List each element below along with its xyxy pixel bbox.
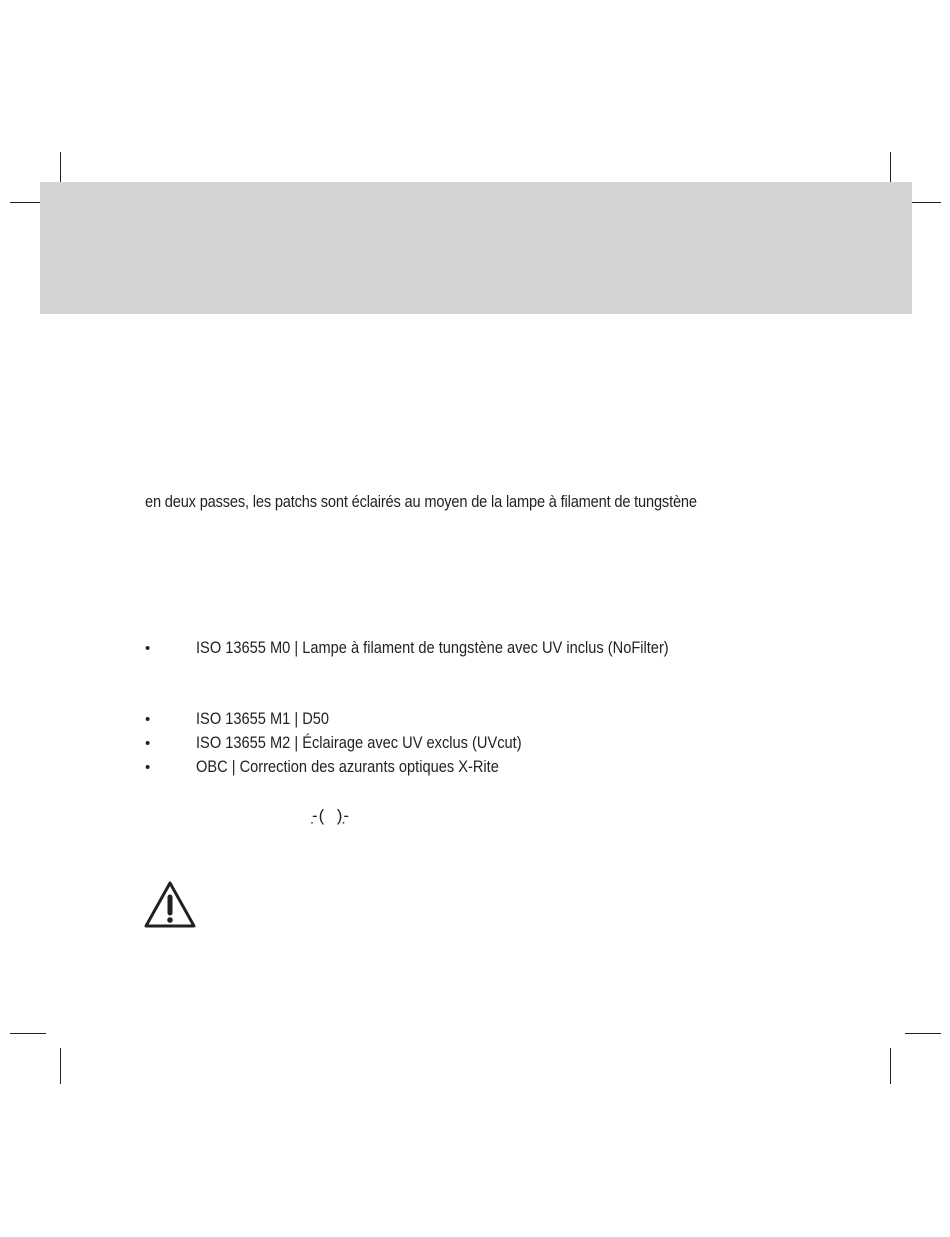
list-item: ISO 13655 M0 | Lampe à filament de tungstène avec UV inclus (NoFilter) [196, 638, 669, 657]
list-item: OBC | Correction des azurants optiques X-Rite [196, 757, 499, 776]
crop-mark-bottom-right-horizontal [905, 1033, 941, 1034]
list-bullet: • [145, 735, 151, 752]
crop-mark-bottom-right-vertical [890, 1048, 891, 1084]
list-item: ISO 13655 M2 | Éclairage avec UV exclus (UVcut) [196, 733, 522, 752]
warning-triangle-icon [143, 880, 197, 930]
body-paragraph: en deux passes, les patchs sont éclairés au moyen de la lampe à filament de tungstène [145, 492, 697, 511]
crop-mark-bottom-left-horizontal [10, 1033, 46, 1034]
crop-mark-bottom-left-vertical [60, 1048, 61, 1084]
symbol-fragment: -̣( )-̣ [312, 806, 351, 825]
list-bullet: • [145, 759, 151, 776]
list-item: ISO 13655 M1 | D50 [196, 709, 330, 728]
header-band [40, 182, 912, 314]
list-bullet: • [145, 640, 151, 657]
list-bullet: • [145, 711, 151, 728]
